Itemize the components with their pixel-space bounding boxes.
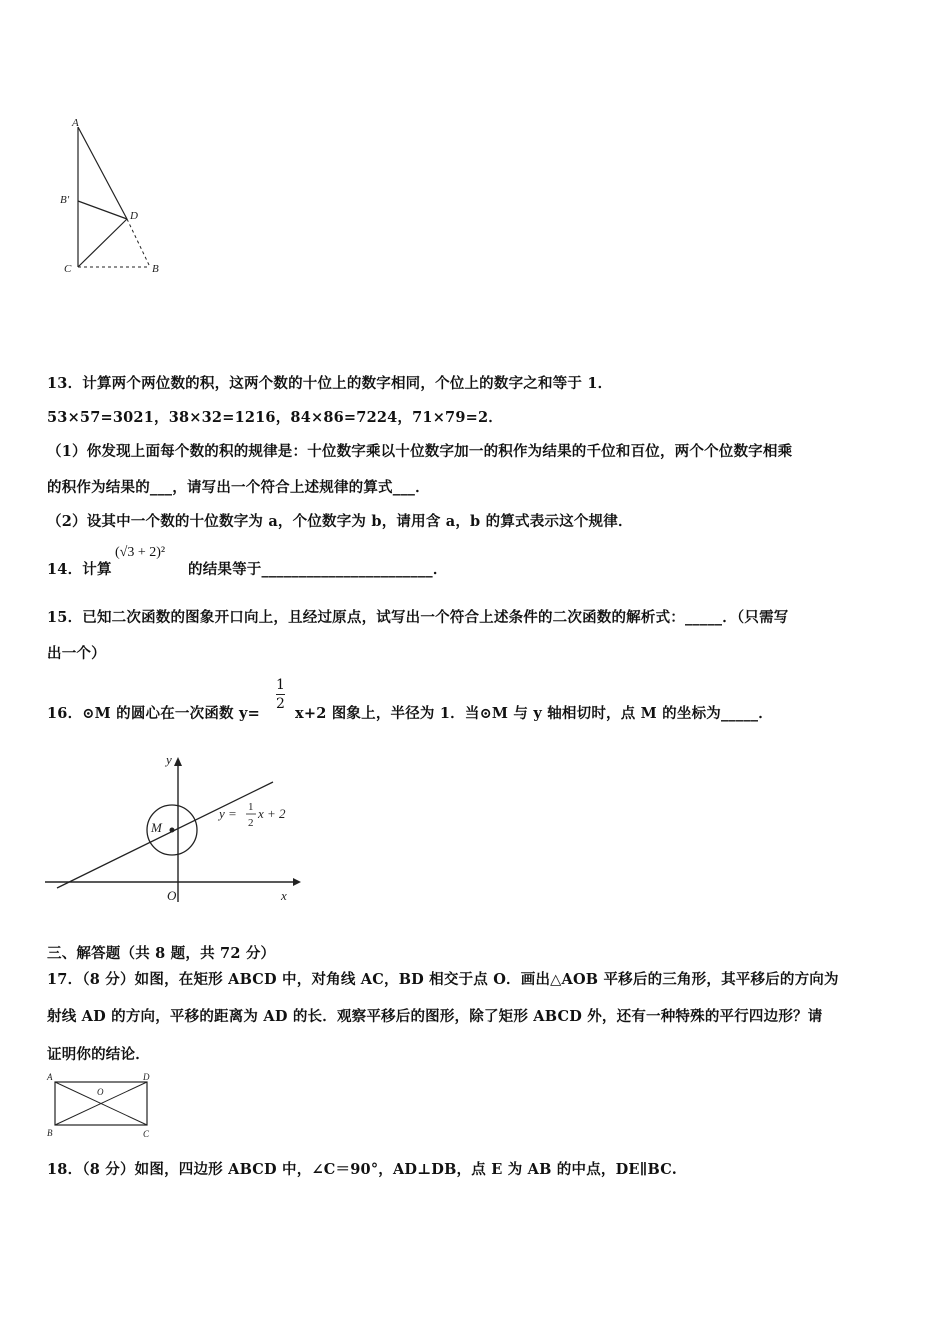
eq-suffix: x + 2 [258,806,286,821]
rect-label-c: C [143,1129,150,1139]
q13-part1-line1: （1）你发现上面每个数的积的规律是：十位数字乘以十位数字加一的积作为结果的千位和百位，两个个位数字相乘 [47,443,793,460]
section3-title: 三、解答题（共 8 题，共 72 分） [47,945,276,962]
q13-title: 13．计算两个两位数的积，这两个数的十位上的数字相同，个位上的数字之和等于 1． [47,375,613,392]
q15-line1: 15．已知二次函数的图象开口向上，且经过原点，试写出一个符合上述条件的二次函数的解析式：_____．（只需写 [47,609,789,626]
q13-part2: （2）设其中一个数的十位数字为 a，个位数字为 b，请用含 a，b 的算式表示这个规律． [47,513,633,530]
q17-line3: 证明你的结论． [47,1046,150,1063]
q18-line1: 18．（8 分）如图，四边形 ABCD 中，∠C＝90°，AD⊥DB，点 E 为 AB 的中点，DE∥BC. [47,1161,677,1178]
q17-line2: 射线 AD 的方向，平移的距离为 AD 的长．观察平移后的图形，除了矩形 ABCD 外，还有一种特殊的平行四边形？请 [47,1008,823,1025]
m-label: M [151,820,162,835]
q14-prefix: 14．计算 [47,561,112,578]
q17-line1: 17．（8 分）如图，在矩形 ABCD 中，对角线 AC，BD 相交于点 O．画出△AOB 平移后的三角形，其平移后的方向为 [47,971,839,988]
q14-expression: (√3 + 2)² [115,545,166,560]
q15-line2: 出一个） [47,645,106,662]
y-axis-label: y [166,752,172,767]
q13-examples: 53×57=3021，38×32=1216，84×86=7224，71×79=2． [47,409,503,426]
label-b-prime: B′ [60,194,70,206]
x-axis-label: x [281,888,287,903]
label-a: A [72,117,79,129]
q16-fraction [276,676,285,713]
q14-suffix: 的结果等于_______________________． [188,561,448,578]
circle-tangent-figure [45,752,305,910]
rect-label-o: O [97,1087,104,1097]
triangle-fold-figure [55,115,175,280]
q13-part1-line2: 的积作为结果的___，请写出一个符合上述规律的算式___． [47,479,430,496]
q16-suffix: x+2 图象上，半径为 1．当⊙M 与 y 轴相切时，点 M 的坐标为_____． [295,705,773,722]
label-c: C [64,263,72,275]
rect-label-d: D [143,1072,150,1082]
origin-label: O [167,888,177,903]
y-axis-arrow-icon [174,757,182,766]
rect-label-a: A [47,1072,53,1082]
q16-frac-den: 2 [276,696,285,712]
label-b: B [152,263,159,275]
eq-num: 1 [248,801,254,813]
eq-den: 2 [248,817,254,829]
label-d: D [130,210,138,222]
q16-prefix: 16．⊙M 的圆心在一次函数 y= [47,705,260,722]
q16-frac-num: 1 [276,677,285,693]
x-axis-arrow-icon [293,878,301,886]
rectangle-figure [45,1070,160,1142]
eq-prefix: y = [219,806,237,821]
rect-label-b: B [47,1128,53,1138]
